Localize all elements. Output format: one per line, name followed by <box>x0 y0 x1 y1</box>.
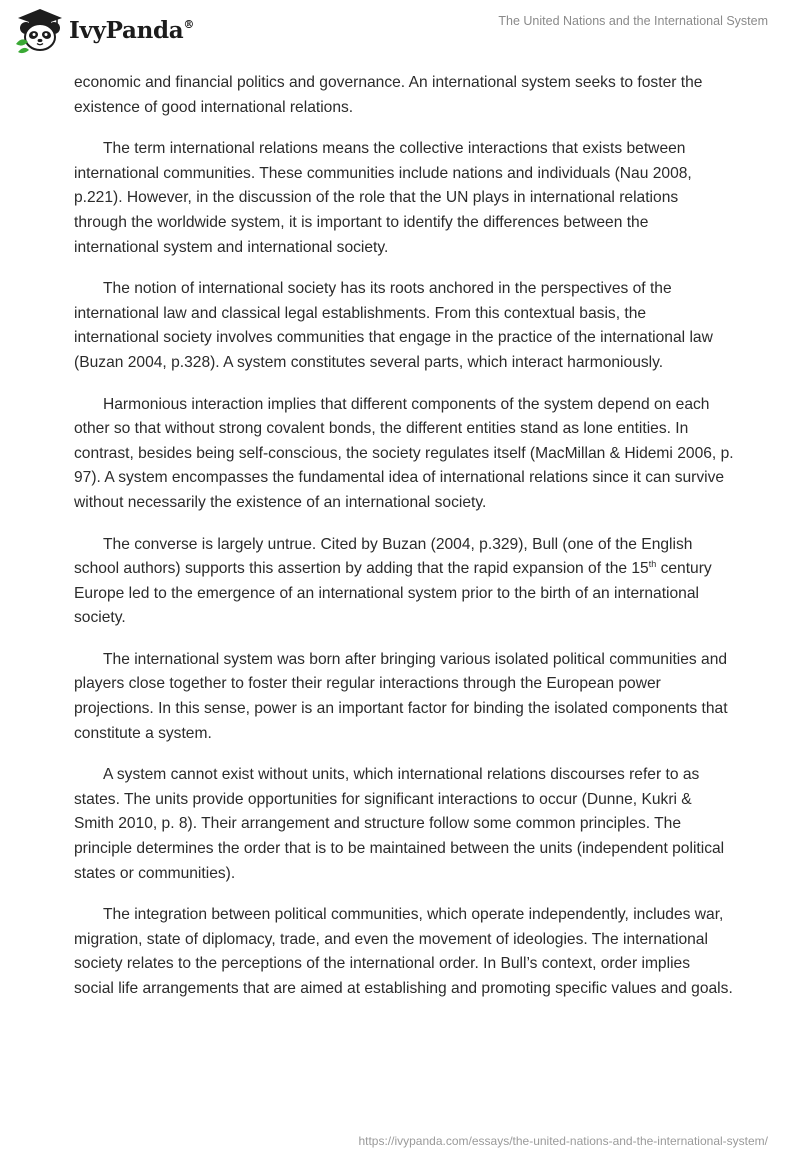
paragraph: Harmonious interaction implies that different components of the system depend on each other so that without strong covalent bonds, the different entities stand as lone entities. In contrast, besides being self-conscious, the society regulates itself (MacMillan & Hidemi 2006, p. 97). A system encompasses the fundamental idea of international relations since it can survive without necessarily the existence of an international society. <box>74 395 734 511</box>
source-url[interactable]: https://ivypanda.com/essays/the-united-nations-and-the-international-system/ <box>358 1134 768 1148</box>
paragraph <box>74 533 734 631</box>
panda-graduate-icon <box>14 6 64 54</box>
paragraph-text: The converse is largely untrue. Cited by Buzan (2004, p.329), Bull (one of the English school authors) supports this assertion by adding that the rapid expansion of the 15 <box>74 535 693 578</box>
paragraph: A system cannot exist without units, which international relations discourses refer to as states. The units provide opportunities for significant interactions to occur (Dunne, Kukri & Smith 2010, p. 8). Their arrangement and structure follow some common principles. The principle determines the order that is to be maintained between the units (independent political states or communities). <box>74 766 725 882</box>
paragraph: The international system was born after bringing various isolated political communities and players close together to foster their regular interactions through the European power projections. In this sense, power is an important factor for binding the isolated components that constitute a system. <box>74 650 728 742</box>
brand-logo[interactable] <box>14 6 194 54</box>
paragraph: The integration between political communities, which operate independently, includes war, migration, state of diplomacy, trade, and even the movement of ideologies. The international society relates to the perceptions of the international order. In Bull’s context, order implies social life arrangements that are aimed at establishing and promoting specific values and goals. <box>74 906 733 997</box>
page-header <box>0 0 800 66</box>
paragraph: The notion of international society has its roots anchored in the perspectives of the international law and classical legal establishments. From this contextual basis, the international society involves communities that engage in the practice of the international law (Buzan 2004, p.328). A system constitutes several parts, which interact harmoniously. <box>74 280 713 371</box>
registered-mark: ® <box>183 17 195 31</box>
paragraph: economic and financial politics and governance. An international system seeks to foster the existence of good international relations. <box>74 74 703 116</box>
ordinal-superscript: th <box>648 558 657 569</box>
essay-body <box>74 71 734 1019</box>
paragraph: The term international relations means the collective interactions that exists between international communities. These communities include nations and individuals (Nau 2008, p.221). However, in the discussion of the role that the UN plays in international relations through the worldwide system, it is important to identify the differences between the international system and international society. <box>74 140 692 256</box>
brand-name: IvyPanda® <box>69 16 195 44</box>
document-title: The United Nations and the International System <box>498 14 768 28</box>
paragraph-text: century Europe led to the emergence of an international system prior to the birth of an international society. <box>74 560 712 627</box>
